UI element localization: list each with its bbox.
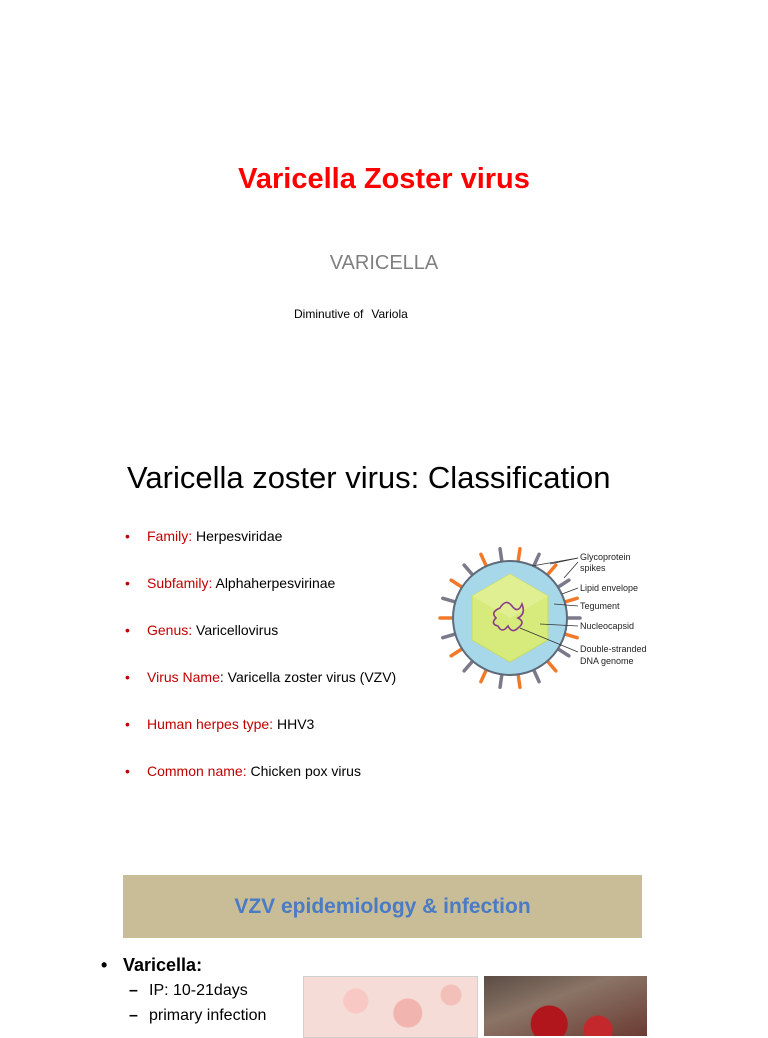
dash-icon: – (129, 982, 138, 999)
list-item (125, 712, 396, 759)
banner-title: VZV epidemiology & infection (234, 895, 531, 918)
dash-icon: – (129, 1007, 138, 1024)
label-lipid-envelope: Lipid envelope (580, 583, 639, 593)
epidemiology-list (101, 952, 266, 1028)
item-label: Subfamily: (147, 575, 213, 591)
label-tegument: Tegument (580, 601, 620, 611)
spike (481, 554, 486, 565)
bullet-icon: • (125, 622, 130, 638)
sub-item-label: IP: 10-21days (149, 982, 248, 999)
spike (464, 565, 472, 574)
note-part-b: Variola (371, 307, 408, 321)
vesicle-rash-photo (303, 976, 478, 1038)
list-item (125, 524, 396, 571)
bullet-icon: • (125, 669, 130, 685)
skin-lesion-photo (484, 976, 647, 1036)
item-label: Family: (147, 528, 193, 544)
item-value: Varicellovirus (192, 622, 279, 638)
spike (443, 598, 455, 601)
subtitle-note (294, 307, 408, 321)
item-value: HHV3 (273, 716, 315, 732)
virus-structure-diagram (432, 542, 660, 696)
slide-subtitle: VARICELLA (329, 252, 439, 274)
bullet-icon: • (125, 575, 130, 591)
section-banner (123, 875, 642, 938)
classification-list (125, 524, 396, 806)
main-bullet-label: Varicella: (123, 955, 203, 975)
label-dna-genome: DNA genome (580, 656, 634, 666)
spike (500, 675, 502, 687)
spike (451, 580, 461, 586)
classification-heading: Varicella zoster virus: Classification (127, 460, 611, 495)
item-value: : Varicella zoster virus (VZV) (219, 669, 397, 685)
label-nucleocapsid: Nucleocapsid (580, 621, 635, 631)
item-value: Alphaherpesvirinae (212, 575, 336, 591)
sub-item (101, 978, 266, 1003)
spike (534, 671, 539, 682)
spike (464, 662, 472, 671)
spike (559, 580, 569, 586)
spike (548, 662, 556, 671)
spike (481, 671, 486, 682)
bullet-icon: • (101, 955, 108, 975)
main-bullet (101, 952, 266, 978)
spike (443, 634, 455, 637)
sub-item (101, 1003, 266, 1028)
spike (518, 675, 520, 687)
sub-item-label: primary infection (149, 1007, 267, 1024)
spike (548, 565, 556, 574)
list-item (125, 759, 396, 806)
bullet-icon: • (125, 716, 130, 732)
spike (500, 549, 502, 561)
slide-title: Varicella Zoster virus (238, 163, 530, 195)
item-label: Virus Name (147, 669, 220, 685)
list-item (125, 618, 396, 665)
spike (451, 649, 461, 655)
label-spikes: spikes (580, 563, 606, 573)
item-label: Genus: (147, 622, 193, 638)
note-part-a: Diminutive of (294, 307, 364, 321)
item-value: Herpesviridae (192, 528, 283, 544)
spike (566, 598, 578, 601)
list-item (125, 571, 396, 618)
list-item (125, 665, 396, 712)
bullet-icon: • (125, 763, 130, 779)
item-label: Common name: (147, 763, 247, 779)
bullet-icon: • (125, 528, 130, 544)
item-value: Chicken pox virus (246, 763, 361, 779)
label-glycoprotein: Glycoprotein (580, 552, 631, 562)
spike (518, 549, 520, 561)
spike (534, 554, 539, 565)
spike (559, 649, 569, 655)
spike (566, 634, 578, 637)
label-double-stranded: Double-stranded (580, 644, 647, 654)
item-label: Human herpes type: (147, 716, 274, 732)
